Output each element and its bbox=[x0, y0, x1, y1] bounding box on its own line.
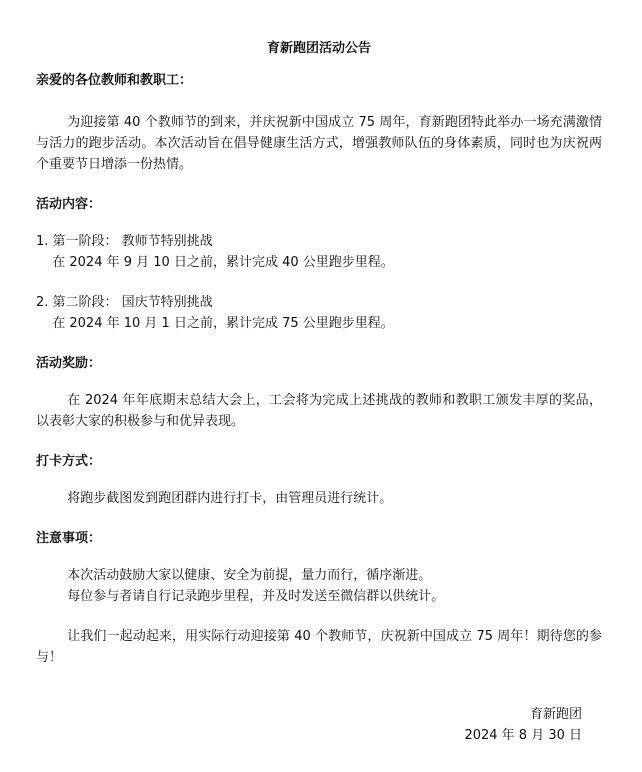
stage-two-title: 2. 第二阶段： 国庆节特别挑战 bbox=[36, 295, 213, 310]
rewards-paragraph: 在 2024 年年底期末总结大会上，工会将为完成上述挑战的教师和教职工颁发丰厚的奖品，以表彰大家的积极参与和优异表现。 bbox=[36, 393, 602, 429]
stage-two-desc: 在 2024 年 10 月 1 日之前，累计完成 75 公里跑步里程。 bbox=[52, 316, 394, 331]
signature-date: 2024 年 8 月 30 日 bbox=[464, 728, 582, 743]
signature-org: 育新跑团 bbox=[529, 707, 582, 722]
checkin-paragraph: 将跑步截图发到跑团群内进行打卡，由管理员进行统计。 bbox=[67, 491, 393, 506]
signature-block bbox=[464, 704, 582, 746]
note-item: 每位参与者请自行记录跑步里程，并及时发送至微信群以供统计。 bbox=[67, 589, 445, 604]
note-item: 本次活动鼓励大家以健康、安全为前提，量力而行，循序渐进。 bbox=[67, 568, 432, 583]
closing-paragraph: 让我们一起动起来，用实际行动迎接第 40 个教师节，庆祝新中国成立 75 周年！期待您的参与！ bbox=[36, 629, 602, 665]
intro-paragraph: 为迎接第 40 个教师节的到来，并庆祝新中国成立 75 周年，育新跑团特此举办一场充满激情与活力的跑步活动。本次活动旨在倡导健康生活方式，增强教师队伍的身体素质，同时也为庆祝两个重要节日增添一份热情。 bbox=[36, 115, 602, 172]
rewards-heading: 活动奖励： bbox=[36, 356, 102, 371]
stage-two bbox=[36, 292, 602, 334]
checkin-heading: 打卡方式： bbox=[36, 454, 102, 469]
stage-one-title: 1. 第一阶段： 教师节特别挑战 bbox=[36, 234, 213, 249]
stage-one-desc: 在 2024 年 9 月 10 日之前，累计完成 40 公里跑步里程。 bbox=[52, 255, 394, 270]
content-heading: 活动内容： bbox=[36, 197, 102, 212]
notes-list bbox=[36, 565, 602, 607]
notes-heading: 注意事项： bbox=[36, 531, 102, 546]
stage-one bbox=[36, 231, 602, 273]
notice-title: 育新跑团活动公告 bbox=[266, 41, 371, 56]
salutation: 亲爱的各位教师和教职工： bbox=[36, 73, 193, 88]
